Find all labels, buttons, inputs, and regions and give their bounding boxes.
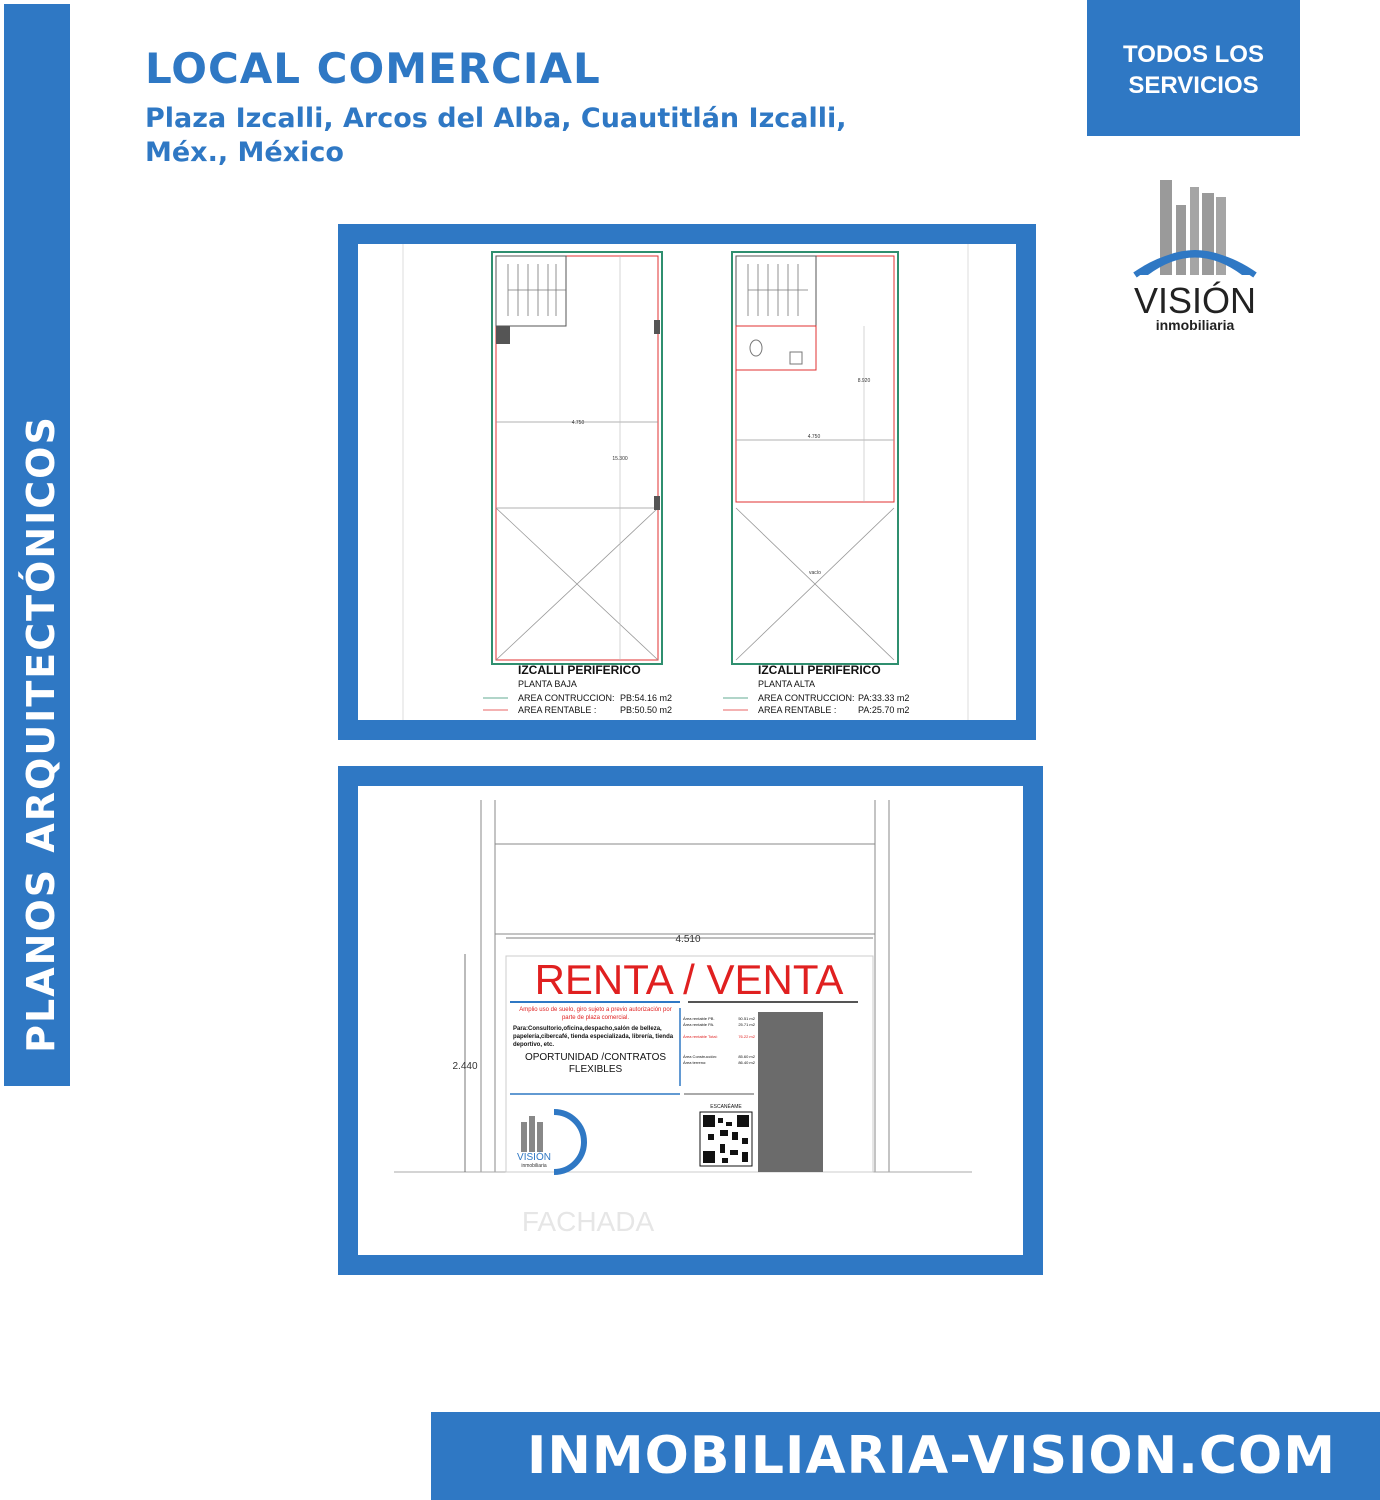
sign-opportunity-1: OPORTUNIDAD /CONTRATOS [524, 1052, 667, 1063]
sign-use-note: Amplio uso de suelo, giro sujeto a previo autorización por parte de plaza comercial. [519, 1007, 672, 1021]
door-panel [758, 1012, 823, 1172]
sign-logo-tagline: inmobiliaria [521, 1163, 547, 1169]
plan-ground-construction-value: PB:54.16 m2 [620, 693, 673, 703]
footer-band [431, 1412, 1380, 1500]
facade-frame [338, 766, 1043, 1275]
services-line-1: TODOS LOS [1123, 41, 1264, 68]
services-line-2: SERVICIOS [1128, 72, 1259, 99]
sign-uses: Para:Consultorio,oficina,despacho,salón de belleza, papelería,cibercafé, tienda especializada, librería, tienda deportivo, etc. [513, 1026, 674, 1048]
sign-logo-brand: VISIÓN [517, 1152, 551, 1163]
plan-upper-dim-length: 8.920 [857, 378, 871, 384]
address: Plaza Izcalli, Arcos del Alba, Cuautitlán Izcalli, Méx., México [145, 103, 847, 168]
plan-upper-rentable-value: PA:25.70 m2 [858, 705, 910, 715]
plan-ground-rentable-label: AREA RENTABLE : [518, 705, 597, 715]
facade-drawing [358, 786, 1023, 1255]
side-label: PLANOS ARQUITECTÓNICOS [19, 415, 63, 1053]
facade-dim-width: 4.510 [675, 934, 701, 945]
plan-ground-dim-length: 15.300 [612, 456, 628, 462]
plan-ground-level: PLANTA BAJA [518, 679, 577, 689]
area-row: Área rentable PB. 50.51 m2 [683, 1016, 755, 1021]
floor-plans-frame [338, 224, 1036, 740]
qr-code-icon [700, 1112, 752, 1166]
qr-caption: ESCANÉAME [710, 1104, 742, 1110]
plan-upper-rentable-label: AREA RENTABLE : [758, 705, 837, 715]
website-link[interactable]: INMOBILIARIA-VISION.COM [527, 1426, 1336, 1486]
plan-upper-construction-label: AREA CONTRUCCION: [758, 693, 855, 703]
page-title: LOCAL COMERCIAL [145, 44, 601, 93]
plan-ground-floor [483, 252, 672, 715]
logo-brand: VISIÓN [1133, 280, 1257, 321]
plan-upper-floor [723, 252, 909, 715]
logo-tagline: inmobiliaria [1155, 317, 1235, 333]
sign-opportunity-2: FLEXIBLES [568, 1064, 623, 1075]
plan-upper-void-label: vacío [809, 570, 821, 576]
plan-upper-level: PLANTA ALTA [758, 679, 816, 689]
facade-dim-height: 2.440 [452, 1061, 478, 1072]
area-row: Área rentable Total: 76.22 m2 [683, 1034, 755, 1039]
plan-upper-dim-width: 4.750 [807, 434, 821, 440]
plan-ground-rentable-value: PB:50.50 m2 [620, 705, 673, 715]
all-services-button[interactable] [1087, 0, 1300, 136]
plan-ground-construction-label: AREA CONTRUCCION: [518, 693, 615, 703]
rent-sale-sign [506, 956, 873, 1172]
area-row: Área Construcción: 85.60 m2 [683, 1054, 755, 1059]
plan-ground-title: IZCALLI PERIFERICO [518, 663, 641, 677]
side-band [4, 4, 70, 1086]
vision-logo [1130, 175, 1260, 335]
sign-headline: RENTA / VENTA [534, 956, 844, 1003]
plan-upper-construction-value: PA:33.33 m2 [858, 693, 910, 703]
plan-ground-dim-width: 4.750 [571, 420, 585, 426]
floor-plans-drawing [358, 244, 1016, 720]
plan-upper-title: IZCALLI PERIFERICO [758, 663, 881, 677]
area-row: Área terreno: 86.40 m2 [683, 1060, 755, 1065]
area-row: Área rentable PA. 25.71 m2 [683, 1022, 755, 1027]
facade-caption: FACHADA [521, 1206, 655, 1237]
